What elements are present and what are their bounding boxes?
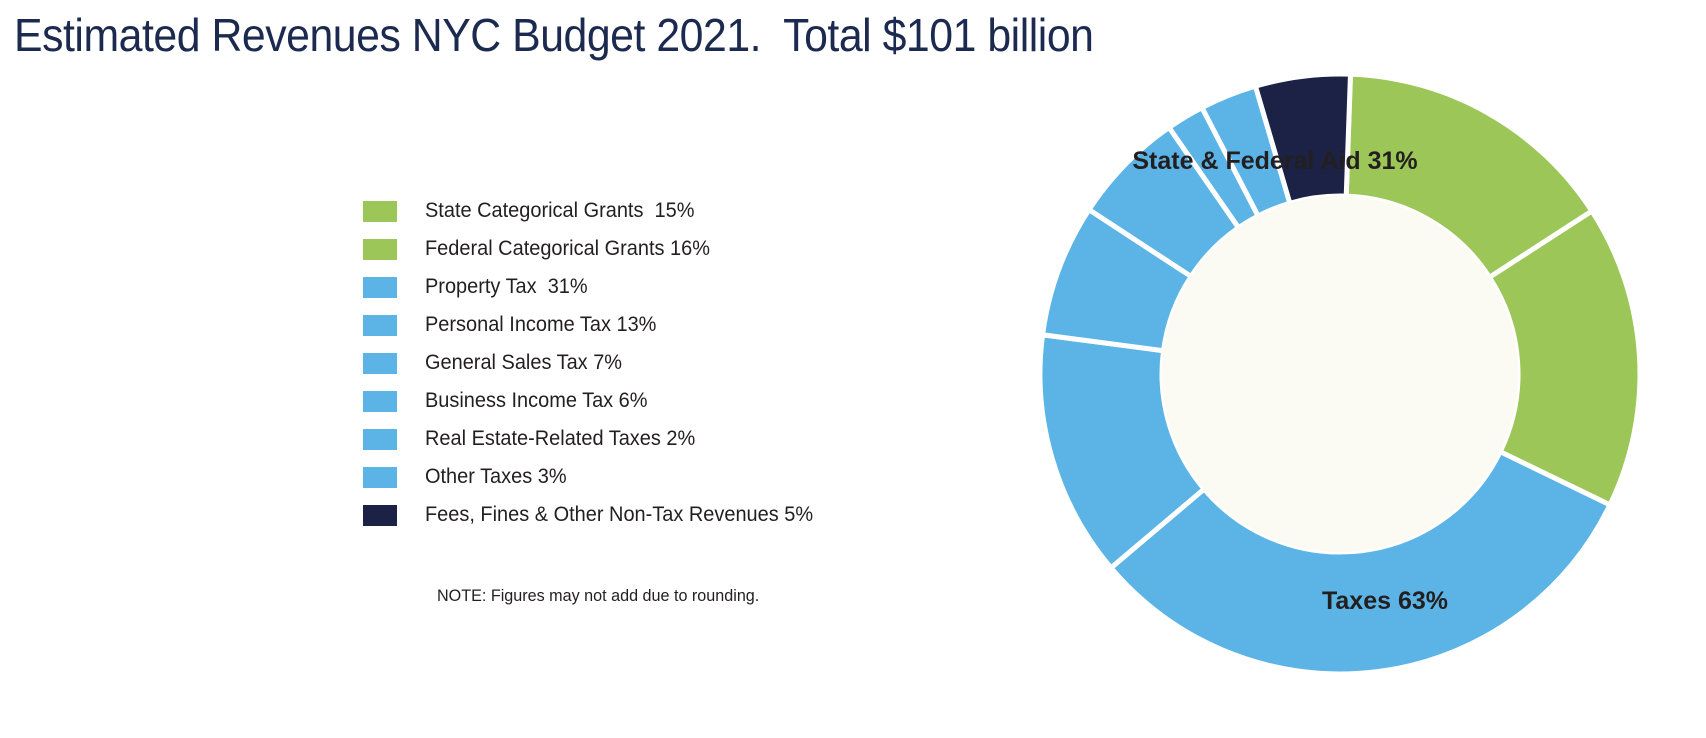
chart-legend bbox=[363, 192, 923, 534]
donut-chart bbox=[1010, 24, 1670, 724]
legend-label: Federal Categorical Grants 16% bbox=[425, 237, 710, 260]
legend-label: General Sales Tax 7% bbox=[425, 351, 623, 374]
legend-item bbox=[363, 382, 923, 420]
legend-item bbox=[363, 306, 923, 344]
legend-item bbox=[363, 420, 923, 458]
page-title: Estimated Revenues NYC Budget 2021. Total $101 billion bbox=[14, 9, 1094, 61]
legend-swatch-fees-fines-other-non-tax-revenues bbox=[363, 505, 397, 526]
legend-swatch-general-sales-tax bbox=[363, 353, 397, 374]
legend-swatch-business-income-tax bbox=[363, 391, 397, 412]
legend-label: Property Tax 31% bbox=[425, 275, 588, 298]
legend-swatch-other-taxes bbox=[363, 467, 397, 488]
donut-chart-svg bbox=[1010, 24, 1670, 724]
legend-item bbox=[363, 192, 923, 230]
legend-swatch-state-categorical-grants bbox=[363, 201, 397, 222]
legend-item bbox=[363, 496, 923, 534]
legend-item bbox=[363, 230, 923, 268]
legend-label: State Categorical Grants 15% bbox=[425, 199, 695, 222]
legend-swatch-real-estate-related-taxes bbox=[363, 429, 397, 450]
legend-swatch-personal-income-tax bbox=[363, 315, 397, 336]
legend-label: Real Estate-Related Taxes 2% bbox=[425, 427, 696, 450]
legend-item bbox=[363, 344, 923, 382]
legend-label: Other Taxes 3% bbox=[425, 465, 567, 488]
rounding-note: NOTE: Figures may not add due to rounding. bbox=[437, 586, 760, 605]
legend-swatch-federal-categorical-grants bbox=[363, 239, 397, 260]
legend-item bbox=[363, 458, 923, 496]
legend-label: Fees, Fines & Other Non-Tax Revenues 5% bbox=[425, 503, 814, 526]
donut-label-taxes: Taxes 63% bbox=[1321, 587, 1449, 615]
donut-label-state-federal-aid: State & Federal Aid 31% bbox=[1132, 147, 1418, 175]
legend-item bbox=[363, 268, 923, 306]
donut-hole bbox=[1162, 196, 1518, 552]
legend-label: Business Income Tax 6% bbox=[425, 389, 648, 412]
legend-swatch-property-tax bbox=[363, 277, 397, 298]
legend-label: Personal Income Tax 13% bbox=[425, 313, 657, 336]
